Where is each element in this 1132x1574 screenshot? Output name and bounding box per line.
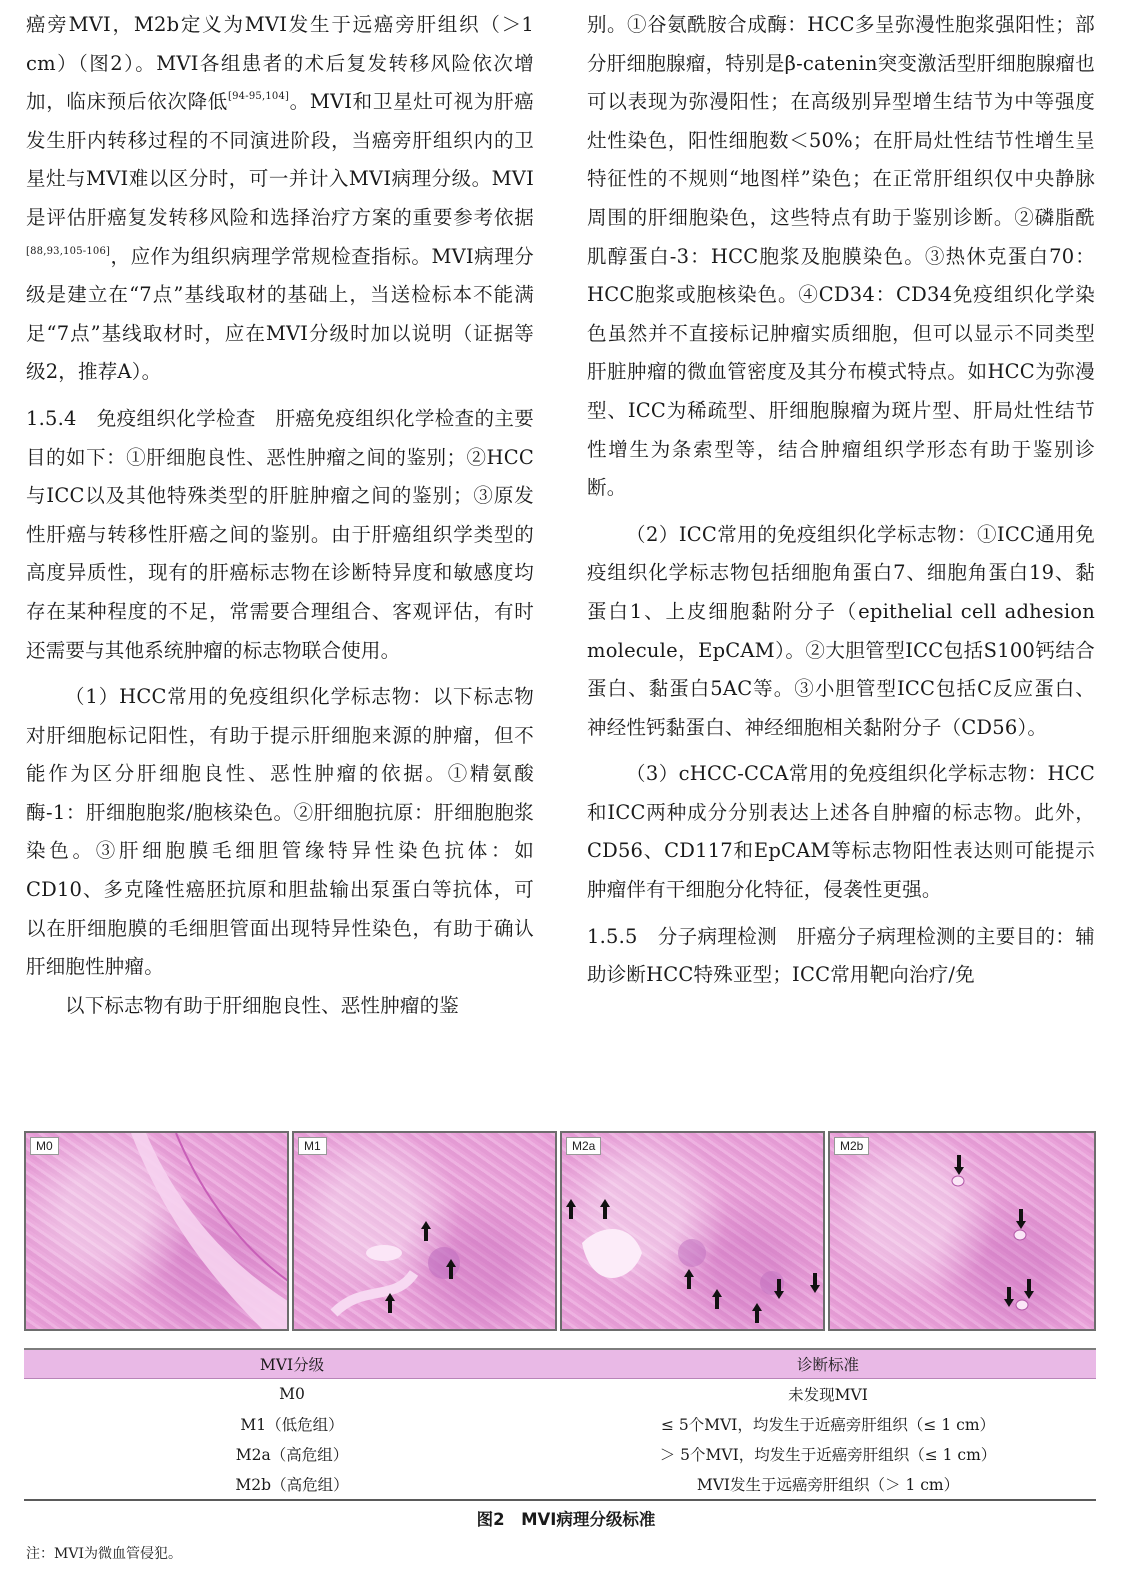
arrow-icon bbox=[752, 1303, 762, 1323]
paragraph-benign-malignant: 以下标志物有助于肝细胞良性、恶性肿瘤的鉴 bbox=[65, 993, 460, 1017]
table-header bbox=[24, 1348, 1096, 1379]
histology-panel-m1 bbox=[292, 1131, 557, 1331]
figure-mvi-panels bbox=[24, 1131, 1096, 1335]
arrow-icon bbox=[421, 1221, 431, 1241]
criteria-cell: MVI发生于远癌旁肝组织（＞ 1 cm） bbox=[696, 1476, 960, 1494]
arrow-icon bbox=[810, 1273, 820, 1293]
panel-label: M2b bbox=[834, 1137, 869, 1155]
header-criteria: 诊断标准 bbox=[796, 1356, 859, 1374]
panel-label: M0 bbox=[30, 1137, 59, 1155]
arrow-icon bbox=[954, 1155, 964, 1175]
histology-image bbox=[26, 1133, 289, 1331]
header-grade: MVI分级 bbox=[259, 1356, 325, 1374]
histology-panel-m2a bbox=[560, 1131, 825, 1331]
figure-note: 注：MVI为微血管侵犯。 bbox=[26, 1546, 182, 1562]
criteria-cell: 未发现MVI bbox=[788, 1386, 868, 1404]
grade-cell: M0 bbox=[279, 1385, 305, 1403]
mvi-grading-table bbox=[24, 1348, 1096, 1501]
grade-cell: M1（低危组） bbox=[240, 1416, 344, 1434]
criteria-cell: ＞ 5个MVI，均发生于近癌旁肝组织（≤ 1 cm） bbox=[659, 1446, 997, 1464]
citation: [88,93,105-106] bbox=[26, 245, 111, 257]
arrow-icon bbox=[385, 1293, 395, 1313]
table-row bbox=[24, 1379, 1096, 1409]
panel-label: M1 bbox=[298, 1137, 327, 1155]
grade-cell: M2a（高危组） bbox=[235, 1446, 349, 1464]
criteria-cell: ≤ 5个MVI，均发生于近癌旁肝组织（≤ 1 cm） bbox=[660, 1416, 996, 1434]
panel-label: M2a bbox=[566, 1137, 601, 1155]
arrow-icon bbox=[446, 1259, 456, 1279]
arrow-icon bbox=[566, 1199, 576, 1219]
figure-caption: 图2 MVI病理分级标准 bbox=[476, 1510, 656, 1529]
histology-panel-m2b bbox=[828, 1131, 1096, 1331]
paragraph-hcc-markers: （1）HCC常用的免疫组织化学标志物：以下标志物对肝细胞标记阳性，有助于提示肝细胞来源的肿瘤，但不能作为区分肝细胞良性、恶性肿瘤的依据。①精氨酸酶-1：肝细胞胞浆/胞核染色。②肝细胞抗原：肝细胞胞浆染色。③肝细胞膜毛细胆管缘特异性染色抗体：如CD10、多克隆性癌胚抗原和胆盐输出泵蛋白等抗体，可以在肝细胞膜的毛细胆管面出现特异性染色，有助于确认肝细胞性肿瘤。 bbox=[26, 685, 534, 979]
table-row bbox=[24, 1409, 1096, 1439]
table-row bbox=[24, 1439, 1096, 1469]
grade-cell: M2b（高危组） bbox=[235, 1476, 349, 1494]
section-1-5-5: 1.5.5 分子病理检测 肝癌分子病理检测的主要目的：辅助诊断HCC特殊亚型；ICC常用靶向治疗/免 bbox=[587, 924, 1095, 987]
arrow-icon bbox=[1024, 1279, 1034, 1299]
arrow-icon bbox=[712, 1289, 722, 1309]
arrow-icon bbox=[684, 1269, 694, 1289]
paragraph-chcc-markers: （3）cHCC-CCA常用的免疫组织化学标志物：HCC和ICC两种成分分别表达上述各自肿瘤的标志物。此外，CD56、CD117和EpCAM等标志物阳性表达则可能提示肿瘤伴有干细胞分化特征，侵袭性更强。 bbox=[587, 762, 1095, 902]
paragraph-gs-markers: 别。①谷氨酰胺合成酶：HCC多呈弥漫性胞浆强阳性；部分肝细胞腺瘤，特别是β-catenin突变激活型肝细胞腺瘤也可以表现为弥漫阳性；在高级别异型增生结节为中等强度灶性染色，阳性细胞数＜50%；在肝局灶性结节性增生呈特征性的不规则“地图样”染色；在正常肝组织仅中央静脉周围的肝细胞染色，这些特点有助于鉴别诊断。②磷脂酰肌醇蛋白-3：HCC胞浆及胞膜染色。③热休克蛋白70：HCC胞浆或胞核染色。④CD34：CD34免疫组织化学染色虽然并不直接标记肿瘤实质细胞，但可以显示不同类型肝脏肿瘤的微血管密度及其分布模式特点。如HCC为弥漫型、ICC为稀疏型、肝细胞腺瘤为斑片型、肝局灶性结节性增生为条索型等，结合肿瘤组织学形态有助于鉴别诊断。 bbox=[587, 13, 1095, 500]
citation: [94-95,104] bbox=[228, 91, 290, 103]
table-row bbox=[24, 1469, 1096, 1501]
section-1-5-4: 1.5.4 免疫组织化学检查 肝癌免疫组织化学检查的主要目的如下：①肝细胞良性、恶性肿瘤之间的鉴别；②HCC与ICC以及其他特殊类型的肝脏肿瘤之间的鉴别；③原发性肝癌与转移性肝癌之间的鉴别。由于肝癌组织学类型的高度异质性，现有的肝癌标志物在诊断特异度和敏感度均存在某种程度的不足，常需要合理组合、客观评估，有时还需要与其他系统肿瘤的标志物联合使用。 bbox=[26, 406, 534, 662]
paragraph-icc-markers: （2）ICC常用的免疫组织化学标志物：①ICC通用免疫组织化学标志物包括细胞角蛋白7、细胞角蛋白19、黏蛋白1、上皮细胞黏附分子（epithelial cell adhesion molecule，EpCAM）。②大胆管型ICC包括S100钙结合蛋白、黏蛋白5AC等。③小胆管型ICC包括C反应蛋白、神经性钙黏蛋白、神经细胞相关黏附分子（CD56）。 bbox=[587, 522, 1095, 739]
arrow-icon bbox=[774, 1279, 784, 1299]
paragraph-mvi-grading: 癌旁MVI，M2b定义为MVI发生于远癌旁肝组织（＞1 cm）（图2）。MVI各组患者的术后复发转移风险依次增加，临床预后依次降低[94-95,104]。MVI和卫星灶可视为肝癌发生肝内转移过程的不同演进阶段，当癌旁肝组织内的卫星灶与MVI难以区分时，可一并计入MVI病理分级。MVI是评估肝癌复发转移风险和选择治疗方案的重要参考依据[88,93,105-106]，应作为组织病理学常规检查指标。MVI病理分级是建立在“7点”基线取材的基础上，当送检标本不能满足“7点”基线取材时，应在MVI分级时加以说明（证据等级2，推荐A）。 bbox=[26, 13, 534, 384]
left-text-column bbox=[26, 6, 534, 1025]
arrow-icon bbox=[1016, 1209, 1026, 1229]
histology-image bbox=[562, 1133, 825, 1331]
right-text-column bbox=[587, 6, 1095, 995]
arrow-icon bbox=[600, 1199, 610, 1219]
arrow-icon bbox=[1004, 1287, 1014, 1307]
histology-panel-m0 bbox=[24, 1131, 289, 1331]
